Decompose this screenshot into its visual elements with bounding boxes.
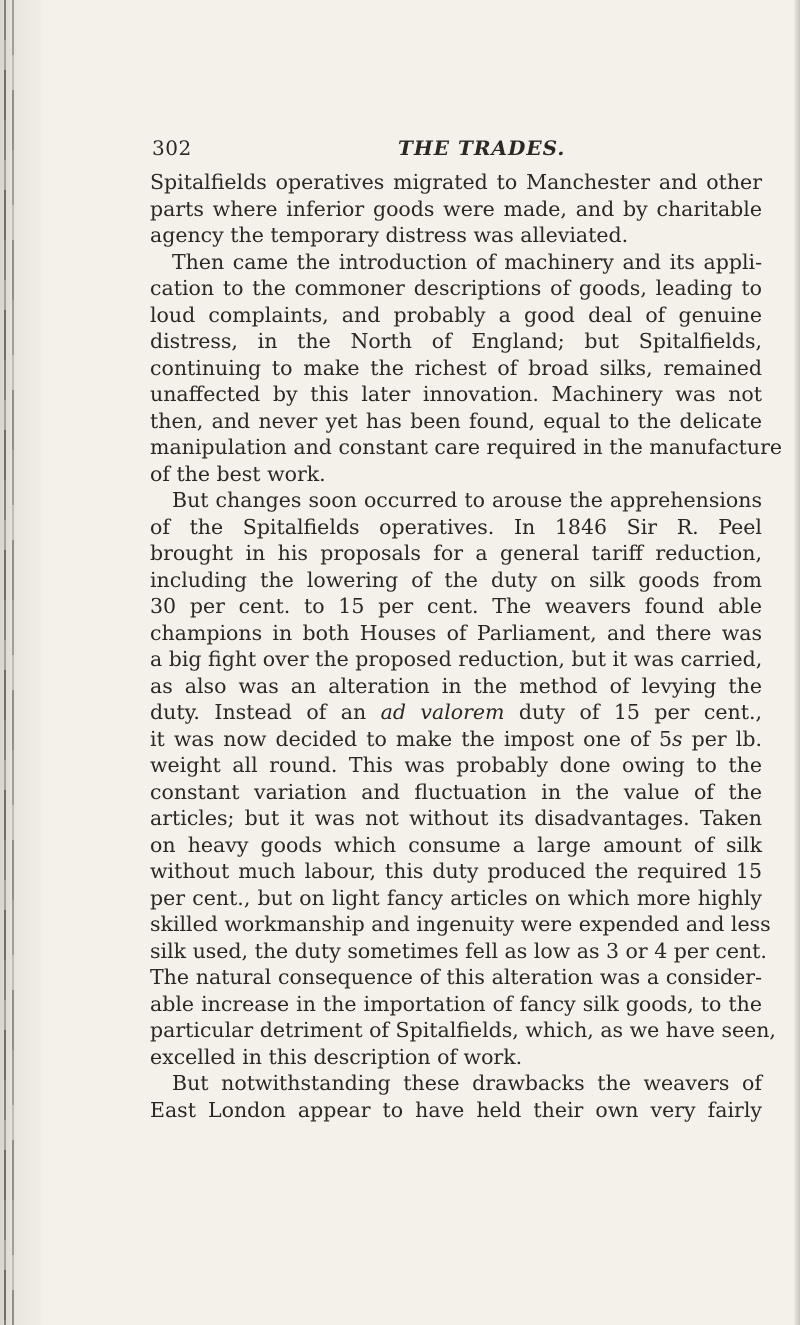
text-line: agency the temporary distress was alleviated.	[150, 223, 629, 247]
text-line: Spitalfields operatives migrated to Manchester and other	[150, 170, 762, 194]
text-line: constant variation and fluctuation in the value of the	[150, 779, 762, 804]
text-line: But changes soon occurred to arouse the apprehensions	[172, 488, 762, 512]
text-line: Then came the introduction of machinery and its appli-	[172, 249, 762, 274]
text-line: excelled in this description of work.	[150, 1044, 523, 1069]
text-line: per cent., but on light fancy articles on which more highly	[150, 885, 762, 910]
text-line: as also was an alteration in the method of levying the	[150, 673, 762, 698]
text-line: manipulation and constant care required in the manufacture	[150, 435, 783, 459]
text-line: weight all round. This was probably done owing to the	[150, 753, 762, 777]
text-line: without much labour, this duty produced the required 15	[150, 859, 762, 883]
text-line: of the best work.	[150, 461, 326, 486]
text-line: including the lowering of the duty on silk goods from	[150, 567, 762, 592]
text-line: 30 per cent. to 15 per cent. The weavers found able	[150, 594, 762, 618]
text-line: loud complaints, and probably a good deal of genuine	[150, 302, 762, 327]
text-line: But notwithstanding these drawbacks the weavers of	[172, 1071, 762, 1095]
page-header	[152, 136, 752, 162]
text-line: champions in both Houses of Parliament, and there was	[150, 620, 762, 645]
text-line: articles; but it was not without its disadvantages. Taken	[150, 806, 762, 830]
text-line: parts where inferior goods were made, and by charitable	[150, 196, 762, 221]
text-line: continuing to make the richest of broad silks, remained	[150, 355, 762, 380]
text-line: it was now decided to make the impost one of 5s per lb.	[150, 726, 762, 751]
text-line: skilled workmanship and ingenuity were expended and less	[150, 912, 771, 936]
text-line: unaffected by this later innovation. Machinery was not	[150, 382, 762, 406]
text-line: a big fight over the proposed reduction, but it was carried,	[150, 647, 763, 671]
text-line: The natural consequence of this alteration was a consider-	[150, 965, 762, 989]
body-text	[150, 169, 783, 1123]
text-line: of the Spitalfields operatives. In 1846 Sir R. Peel	[150, 514, 762, 539]
page-number: 302	[152, 136, 192, 160]
text-line: cation to the commoner descriptions of goods, leading to	[150, 276, 762, 300]
text-line: brought in his proposals for a general tariff reduction,	[150, 541, 762, 565]
text-line: East London appear to have held their own very fairly	[150, 1097, 762, 1122]
text-line: then, and never yet has been found, equal to the delicate	[150, 408, 762, 433]
binding-gutter	[0, 0, 42, 1325]
text-line: duty. Instead of an ad valorem duty of 15 per cent.,	[150, 700, 762, 724]
page-edge	[794, 0, 800, 1325]
text-line: able increase in the importation of fancy silk goods, to the	[150, 991, 762, 1016]
text-line: particular detriment of Spitalfields, which, as we have seen,	[150, 1018, 776, 1042]
text-line: distress, in the North of England; but Spitalfields,	[150, 329, 762, 353]
running-head: THE TRADES.	[398, 136, 566, 160]
text-line: silk used, the duty sometimes fell as low as 3 or 4 per cent.	[150, 938, 767, 963]
text-line: on heavy goods which consume a large amount of silk	[150, 832, 762, 857]
